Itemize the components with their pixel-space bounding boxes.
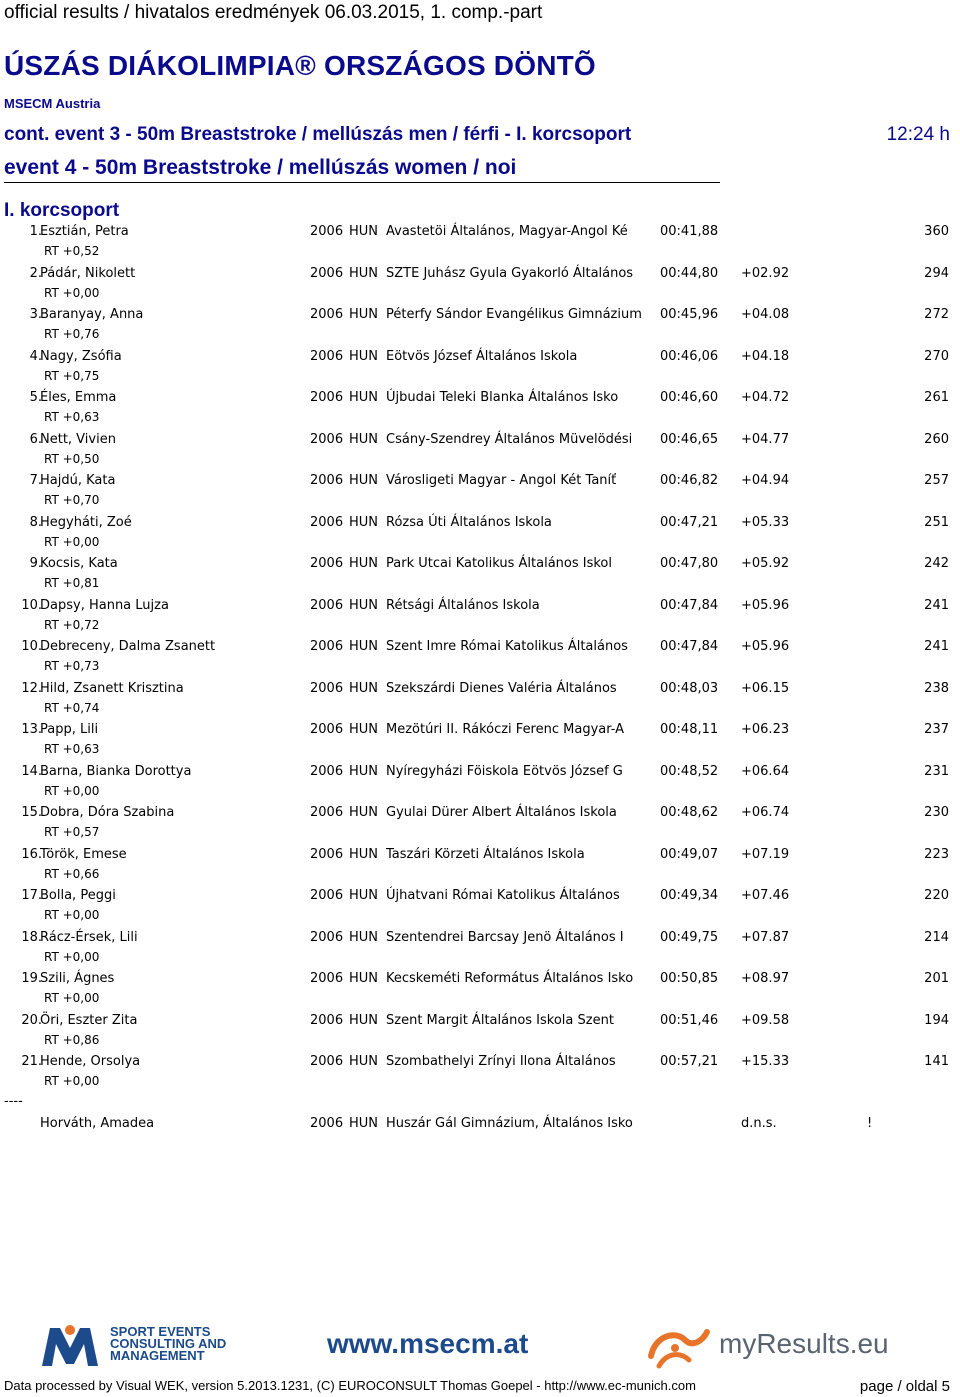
reaction-time: RT +0,00 (44, 949, 100, 964)
athlete-name: Barna, Bianka Dorottya (40, 763, 192, 779)
athlete-name: Dapsy, Hanna Lujza (40, 597, 169, 613)
result-time: 00:51,46 (660, 1012, 719, 1028)
club-name: Csány-Szendrey Általános Müvelödési (386, 431, 633, 447)
birth-year: 2006 (310, 722, 344, 737)
rank: 19. (21, 971, 42, 986)
birth-year: 2006 (310, 307, 344, 322)
birth-year: 2006 (310, 473, 344, 488)
result-row (0, 224, 960, 266)
result-time: 00:48,03 (660, 680, 719, 696)
result-time: 00:50,85 (660, 971, 719, 986)
nationality: HUN (349, 722, 379, 737)
club-name: Péterfy Sándor Evangélikus Gimnázium (386, 307, 642, 322)
time-behind: +04.08 (741, 307, 790, 322)
result-row (0, 307, 960, 349)
result-time: 00:47,84 (660, 639, 719, 654)
time-behind: +05.33 (741, 514, 790, 530)
rank: 1. (29, 224, 42, 239)
club-name: Rétsági Általános Iskola (386, 597, 540, 613)
reaction-time: RT +0,00 (44, 285, 100, 300)
birth-year: 2006 (310, 514, 344, 530)
club-name: Újhatvani Római Katolikus Általános (386, 888, 620, 903)
result-time: 00:47,84 (660, 597, 719, 613)
result-row (0, 390, 960, 432)
points: 220 (924, 888, 949, 903)
rank: 17. (21, 888, 42, 903)
sec-line-1: SPORT EVENTS (110, 1324, 211, 1339)
club-name: Mezötúri II. Rákóczi Ferenc Magyar-A (386, 722, 625, 737)
nationality: HUN (349, 763, 379, 779)
results-list (0, 224, 960, 1096)
reaction-time: RT +0,86 (44, 1032, 100, 1047)
time-behind: +05.92 (741, 556, 790, 571)
reaction-time: RT +0,00 (44, 534, 100, 549)
nationality: HUN (349, 888, 379, 903)
birth-year: 2006 (310, 680, 344, 696)
dns-year: 2006 (310, 1116, 344, 1131)
reaction-time: RT +0,00 (44, 908, 100, 922)
rank: 15. (21, 805, 42, 820)
nationality: HUN (349, 473, 379, 488)
club-name: Szent Imre Római Katolikus Általános (386, 639, 628, 654)
club-name: Kecskeméti Református Általános Isko (386, 971, 634, 986)
result-row (0, 349, 960, 391)
time-behind: +07.87 (741, 929, 790, 945)
result-row (0, 432, 960, 474)
result-time: 00:48,62 (660, 805, 719, 820)
result-row (0, 847, 960, 889)
result-time: 00:47,21 (660, 514, 719, 530)
dns-name: Horváth, Amadea (40, 1116, 155, 1131)
birth-year: 2006 (310, 971, 344, 986)
points: 272 (924, 307, 949, 322)
athlete-name: Hende, Orsolya (40, 1054, 141, 1069)
points: 237 (924, 722, 949, 737)
reaction-time: RT +0,57 (44, 825, 100, 839)
club-name: Szentendrei Barcsay Jenö Általános I (386, 929, 624, 945)
points: 194 (924, 1012, 949, 1028)
nationality: HUN (349, 846, 379, 862)
result-time: 00:45,96 (660, 307, 719, 322)
nationality: HUN (349, 1054, 379, 1069)
result-row (0, 556, 960, 598)
reaction-time: RT +0,81 (44, 576, 100, 590)
athlete-name: Öri, Eszter Zita (40, 1012, 138, 1028)
result-row (0, 930, 960, 972)
athlete-name: Nett, Vivien (40, 431, 116, 447)
rank: 8. (29, 514, 42, 530)
result-time: 00:49,07 (660, 846, 719, 862)
reaction-time: RT +0,76 (44, 327, 100, 341)
result-time: 00:44,80 (660, 265, 719, 281)
sec-logo-text (110, 1326, 226, 1362)
dns-status: d.n.s. (741, 1116, 777, 1131)
points: 141 (924, 1054, 949, 1069)
reaction-time: RT +0,00 (44, 783, 100, 798)
time-behind: +04.18 (741, 348, 790, 364)
sec-line-3: MANAGEMENT (110, 1348, 205, 1363)
nationality: HUN (349, 971, 379, 986)
birth-year: 2006 (310, 763, 344, 779)
organizer: MSECM Austria (4, 96, 101, 111)
sec-m-logo-icon (40, 1322, 100, 1368)
rank: 20. (21, 1012, 42, 1028)
athlete-name: Szili, Ágnes (40, 971, 115, 986)
result-time: 00:46,06 (660, 348, 719, 364)
time-behind: +02.92 (741, 265, 790, 281)
nationality: HUN (349, 556, 379, 571)
athlete-name: Esztián, Petra (40, 224, 129, 239)
athlete-name: Pádár, Nikolett (40, 265, 136, 281)
club-name: Újbudai Teleki Blanka Általános Isko (386, 390, 619, 405)
points: 238 (924, 680, 949, 696)
result-row (0, 681, 960, 723)
separator: ---- (4, 1094, 23, 1109)
birth-year: 2006 (310, 597, 344, 613)
athlete-name: Rácz-Érsek, Lili (40, 929, 138, 945)
result-row (0, 266, 960, 308)
reaction-time: RT +0,50 (44, 451, 100, 466)
result-row (0, 764, 960, 806)
points: 241 (924, 639, 949, 654)
dns-nat: HUN (349, 1116, 379, 1131)
rank: 9. (29, 556, 42, 571)
dns-club: Huszár Gál Gimnázium, Általános Isko (386, 1116, 633, 1131)
club-name: Avastetöi Általános, Magyar-Angol Ké (386, 224, 628, 239)
nationality: HUN (349, 224, 379, 239)
reaction-time: RT +0,75 (44, 368, 100, 383)
result-time: 00:47,80 (660, 556, 719, 571)
points: 242 (924, 556, 949, 571)
time-behind: +06.64 (741, 763, 790, 779)
event-line-2: event 4 - 50m Breaststroke / mellúszás women / noi (4, 156, 517, 179)
top-line: official results / hivatalos eredmények 06.03.2015, 1. comp.-part (4, 2, 543, 23)
athlete-name: Papp, Lili (40, 722, 99, 737)
athlete-name: Hegyháti, Zoé (40, 514, 132, 530)
club-name: Park Utcai Katolikus Általános Iskol (386, 556, 612, 571)
time-behind: +05.96 (741, 639, 790, 654)
result-row (0, 639, 960, 681)
time-behind: +04.94 (741, 473, 790, 488)
time-behind: +09.58 (741, 1012, 790, 1028)
event-line-1: cont. event 3 - 50m Breaststroke / mellúszás men / férfi - I. korcsoport (4, 124, 632, 145)
birth-year: 2006 (310, 1012, 344, 1028)
club-name: Taszári Körzeti Általános Iskola (386, 846, 585, 862)
nationality: HUN (349, 929, 379, 945)
club-name: Szent Margit Általános Iskola Szent (386, 1012, 614, 1028)
myresults-text: myResults.eu (719, 1328, 889, 1359)
athlete-name: Éles, Emma (40, 390, 117, 405)
rank: 10. (21, 639, 42, 654)
birth-year: 2006 (310, 431, 344, 447)
athlete-name: Debreceny, Dalma Zsanett (40, 639, 216, 654)
result-row (0, 888, 960, 930)
club-name: Rózsa Úti Általános Iskola (386, 514, 552, 530)
nationality: HUN (349, 1012, 379, 1028)
myresults-logo (645, 1326, 889, 1370)
time-behind: +06.23 (741, 722, 790, 737)
rank: 3. (29, 307, 42, 322)
time-behind: +07.19 (741, 846, 790, 862)
result-time: 00:41,88 (660, 224, 719, 239)
birth-year: 2006 (310, 1054, 344, 1069)
points: 230 (924, 805, 949, 820)
time-behind: +05.96 (741, 597, 790, 613)
result-time: 00:46,82 (660, 473, 719, 488)
club-name: Szekszárdi Dienes Valéria Általános (386, 680, 617, 696)
points: 251 (924, 514, 949, 530)
birth-year: 2006 (310, 805, 344, 820)
rank: 14. (21, 763, 42, 779)
result-row (0, 1054, 960, 1096)
reaction-time: RT +0,72 (44, 617, 100, 632)
nationality: HUN (349, 307, 379, 322)
reaction-time: RT +0,00 (44, 1074, 100, 1088)
reaction-time: RT +0,66 (44, 866, 100, 881)
nationality: HUN (349, 680, 379, 696)
club-name: Városligeti Magyar - Angol Két Taníť (386, 473, 617, 488)
rank: 21. (21, 1054, 42, 1069)
club-name: Eötvös József Általános Iskola (386, 348, 578, 364)
result-time: 00:48,11 (660, 722, 719, 737)
points: 223 (924, 846, 949, 862)
result-row (0, 598, 960, 640)
result-row (0, 1013, 960, 1055)
sec-line-2: CONSULTING AND (110, 1336, 227, 1351)
dns-row (0, 1116, 960, 1136)
reaction-time: RT +0,74 (44, 700, 100, 715)
athlete-name: Baranyay, Anna (40, 307, 144, 322)
time-behind: +08.97 (741, 971, 790, 986)
athlete-name: Dobra, Dóra Szabina (40, 805, 175, 820)
birth-year: 2006 (310, 348, 344, 364)
nationality: HUN (349, 390, 379, 405)
reaction-time: RT +0,00 (44, 991, 100, 1005)
rank: 16. (21, 846, 42, 862)
header-rule (4, 182, 720, 183)
birth-year: 2006 (310, 929, 344, 945)
result-row (0, 515, 960, 557)
rank: 7. (29, 473, 42, 488)
reaction-time: RT +0,63 (44, 742, 100, 756)
birth-year: 2006 (310, 846, 344, 862)
club-name: Nyíregyházi Föiskola Eötvös József G (386, 763, 623, 779)
nationality: HUN (349, 265, 379, 281)
birth-year: 2006 (310, 888, 344, 903)
athlete-name: Hild, Zsanett Krisztina (40, 680, 184, 696)
rank: 6. (29, 431, 42, 447)
points: 231 (924, 763, 949, 779)
page-number: page / oldal 5 (859, 1378, 950, 1395)
sec-logo (40, 1322, 250, 1368)
athlete-name: Kocsis, Kata (40, 556, 118, 571)
athlete-name: Nagy, Zsófia (40, 348, 122, 364)
time-behind: +07.46 (741, 888, 790, 903)
time-behind: +04.77 (741, 431, 790, 447)
points: 260 (924, 431, 949, 447)
rank: 5. (29, 390, 42, 405)
page-title: ÚSZÁS DIÁKOLIMPIA® ORSZÁGOS DÖNTÕ (4, 50, 596, 81)
time-behind: +15.33 (741, 1054, 790, 1069)
birth-year: 2006 (310, 390, 344, 405)
result-time: 00:46,60 (660, 390, 719, 405)
club-name: SZTE Juhász Gyula Gyakorló Általános (386, 265, 634, 281)
points: 270 (924, 348, 949, 364)
birth-year: 2006 (310, 224, 344, 239)
club-name: Gyulai Dürer Albert Általános Iskola (386, 805, 617, 820)
athlete-name: Bolla, Peggi (40, 888, 116, 903)
rank: 12. (21, 680, 42, 696)
result-row (0, 971, 960, 1013)
result-time: 00:46,65 (660, 431, 719, 447)
reaction-time: RT +0,73 (44, 659, 100, 673)
nationality: HUN (349, 639, 379, 654)
points: 360 (924, 224, 949, 239)
time-behind: +06.74 (741, 805, 790, 820)
event-time: 12:24 h (886, 124, 950, 145)
rank: 10. (21, 597, 42, 613)
birth-year: 2006 (310, 265, 344, 281)
nationality: HUN (349, 597, 379, 613)
points: 294 (924, 265, 949, 281)
reaction-time: RT +0,63 (44, 410, 100, 424)
rank: 2. (29, 265, 42, 281)
points: 201 (924, 971, 949, 986)
result-time: 00:49,75 (660, 929, 719, 945)
points: 214 (924, 929, 949, 945)
club-name: Szombathelyi Zrínyi Ilona Általános (386, 1054, 616, 1069)
myresults-swirl-icon (645, 1326, 715, 1370)
nationality: HUN (349, 348, 379, 364)
result-row (0, 473, 960, 515)
result-time: 00:49,34 (660, 888, 719, 903)
reaction-time: RT +0,52 (44, 244, 100, 258)
points: 257 (924, 473, 949, 488)
dns-mark: ! (867, 1116, 873, 1131)
result-time: 00:57,21 (660, 1054, 719, 1069)
points: 261 (924, 390, 949, 405)
result-row (0, 722, 960, 764)
nationality: HUN (349, 805, 379, 820)
result-row (0, 805, 960, 847)
time-behind: +04.72 (741, 390, 790, 405)
time-behind: +06.15 (741, 680, 790, 696)
rank: 13. (21, 722, 42, 737)
rank: 4. (29, 348, 42, 364)
reaction-time: RT +0,70 (44, 493, 100, 507)
birth-year: 2006 (310, 639, 344, 654)
result-time: 00:48,52 (660, 763, 719, 779)
points: 241 (924, 597, 949, 613)
category-title: I. korcsoport (4, 200, 120, 221)
rank: 18. (21, 929, 42, 945)
footer-processed: Data processed by Visual WEK, version 5.2013.1231, (C) EUROCONSULT Thomas Goepel - http://www.ec-munich.com (4, 1378, 696, 1393)
nationality: HUN (349, 431, 379, 447)
nationality: HUN (349, 514, 379, 530)
website-link[interactable]: www.msecm.at (327, 1328, 529, 1359)
athlete-name: Török, Emese (40, 846, 127, 862)
athlete-name: Hajdú, Kata (40, 473, 116, 488)
birth-year: 2006 (310, 556, 344, 571)
